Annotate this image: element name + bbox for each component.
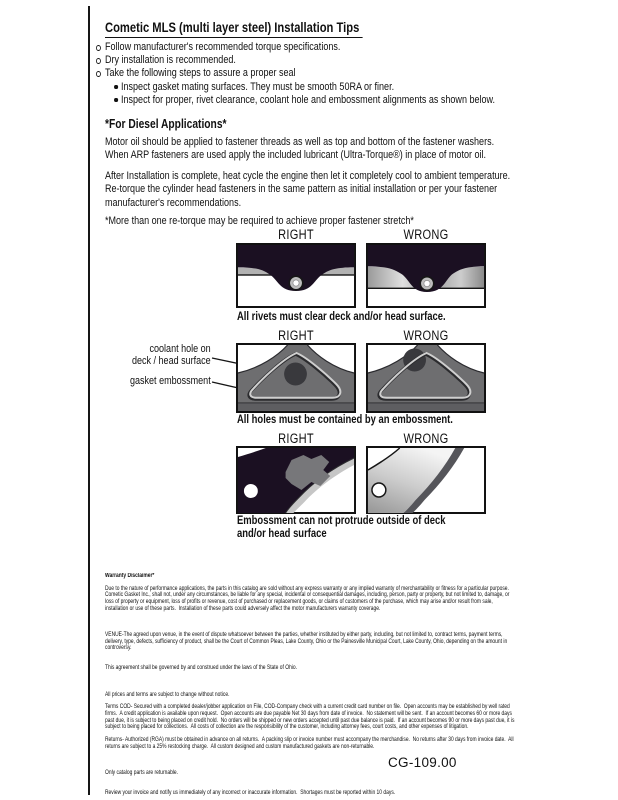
wrong-label-row2: WRONG xyxy=(403,328,449,343)
tip-text: Inspect for proper, rivet clearance, coolant hole and embossment alignments as shown below. xyxy=(121,93,496,106)
rivet-wrong-diagram xyxy=(366,243,486,308)
diesel-paragraph-1: Motor oil should be applied to fastener threads as well as top and bottom of the fastener washers. When ARP fasteners are used apply the included lubricant (Ultra-Torque®) in place of motor oil. xyxy=(105,136,497,162)
warranty-heading: Warranty Disclaimer* xyxy=(105,573,155,579)
bolt-hole-icon xyxy=(372,483,386,497)
tip-text: Follow manufacturer's recommended torque specifications. xyxy=(105,41,341,53)
bolt-hole-icon xyxy=(244,484,258,498)
coolant-hole-callout: coolant hole on deck / head surface xyxy=(131,343,211,367)
returns-paragraph: Returns- Authorized (RGA) must be obtained in advance on all returns. A packing slip or invoice number must accompany the merchandise. No returns after 30 days from invoice date. All returns are subject to a 25% restocking charge. All custom designed and custom manufactured gaskets are non-returnable. xyxy=(105,737,515,750)
diesel-paragraph-2: After Installation is complete, heat cycle the engine then let it completely cool to ambient temperature. Re-torque the cylinder head fasteners in the same pattern as initial installation or per your fastener manufacturer's recommendations. xyxy=(105,170,513,209)
retorque-note: *More than one re-torque may be required to achieve proper fastener stretch* xyxy=(105,215,414,227)
page-title: Cometic MLS (multi layer steel) Installation Tips xyxy=(105,19,363,38)
catalog-returns-paragraph: Only catalog parts are returnable. Review your invoice and notify us immediately of any incorrect or inaccurate information. Shortages must be reported within 10 days. xyxy=(105,769,396,796)
wrong-label-row3: WRONG xyxy=(403,431,449,446)
open-bullet-icon xyxy=(96,45,101,51)
bullet-icon xyxy=(114,98,118,103)
rivet-right-diagram xyxy=(236,243,356,308)
prices-paragraph: All prices and terms are subject to change without notice. xyxy=(105,691,230,698)
page-code: CG-109.00 xyxy=(388,755,457,770)
right-label-row2: RIGHT xyxy=(278,328,314,343)
diagram-caption-3: Embossment can not protrude outside of deck and/or head surface xyxy=(237,515,446,540)
list-item xyxy=(114,94,555,107)
list-item xyxy=(96,41,555,54)
protrusion-right-diagram xyxy=(236,446,356,514)
venue-paragraph: VENUE-The agreed upon venue, in the event of dispute whatsoever between the parties, whether instituted by either party, including, but not limited to, contract terms, payment terms, delivery, type, defects, sufficiency of product, shall be the Court of Common Pleas, Lake County, Ohio or the Painesville Municipal Court, Lake County, Ohio, depending on the amount in controversy. This agreement shall be governed by and construed under the laws of the State of Ohio. xyxy=(105,631,509,672)
diesel-applications-heading: *For Diesel Applications* xyxy=(105,117,227,131)
coolant-hole-icon xyxy=(284,363,307,386)
installation-tips-list xyxy=(96,41,555,107)
open-bullet-icon xyxy=(96,58,101,64)
gasket-embossment-callout: gasket embossment xyxy=(129,375,211,387)
embossment-right-diagram xyxy=(236,343,356,413)
terms-paragraph: Terms COD- Secured with a completed dealer/jobber application on File, COD-Company check with a current credit card number on file. Open accounts may be established by well rated firms. A credit application is available upon request. Open accounts are due payable Net 30 days from date of invoice. No statement will be sent. If an account becomes 60 or more days past due, it is subject to being placed on credit hold. No orders will be shipped or new orders accepted until past due balance is paid. If an account becomes 90 or more days past due, it is subject to being placed for collections. All costs of collection are the responsibility of the customer, including attorney fees, court costs, and other expenses of litigation. xyxy=(105,704,516,731)
tip-text: Inspect gasket mating surfaces. They must be smooth 50RA or finer. xyxy=(121,80,395,93)
embossment-wrong-diagram xyxy=(366,343,486,413)
list-item xyxy=(96,67,555,80)
tip-text: Take the following steps to assure a proper seal xyxy=(105,67,296,80)
left-margin-rule xyxy=(88,6,90,795)
protrusion-wrong-diagram xyxy=(366,446,486,514)
tip-text: Dry installation is recommended. xyxy=(105,54,236,67)
open-bullet-icon xyxy=(96,71,101,77)
right-label-row1: RIGHT xyxy=(278,227,314,242)
bullet-icon xyxy=(114,85,118,90)
diagram-caption-2: All holes must be contained by an embossment. xyxy=(237,414,453,426)
warranty-paragraph: Due to the nature of performance applications, the parts in this catalog are sold without any express warranty or any implied warranty of merchantability or fitness for a particular purpose. Cometic Gasket Inc., shall not, under any circumstances, be liable for any special, incidental or consequential damages, including, person, party or property, but not limited to, damage, or loss of property or equipment, loss of profits or revenue, cost of purchased or replacement goods, or claims of customers of the purchase, which may arise and/or result from sale, installation or use of these parts. Installation of these parts could adversely affect the motor manufacturers warranty coverage. xyxy=(105,585,512,612)
list-item xyxy=(114,81,555,94)
right-label-row3: RIGHT xyxy=(278,431,314,446)
list-item xyxy=(96,54,555,67)
wrong-label-row1: WRONG xyxy=(403,227,449,242)
diagram-caption-1: All rivets must clear deck and/or head surface. xyxy=(237,311,446,323)
